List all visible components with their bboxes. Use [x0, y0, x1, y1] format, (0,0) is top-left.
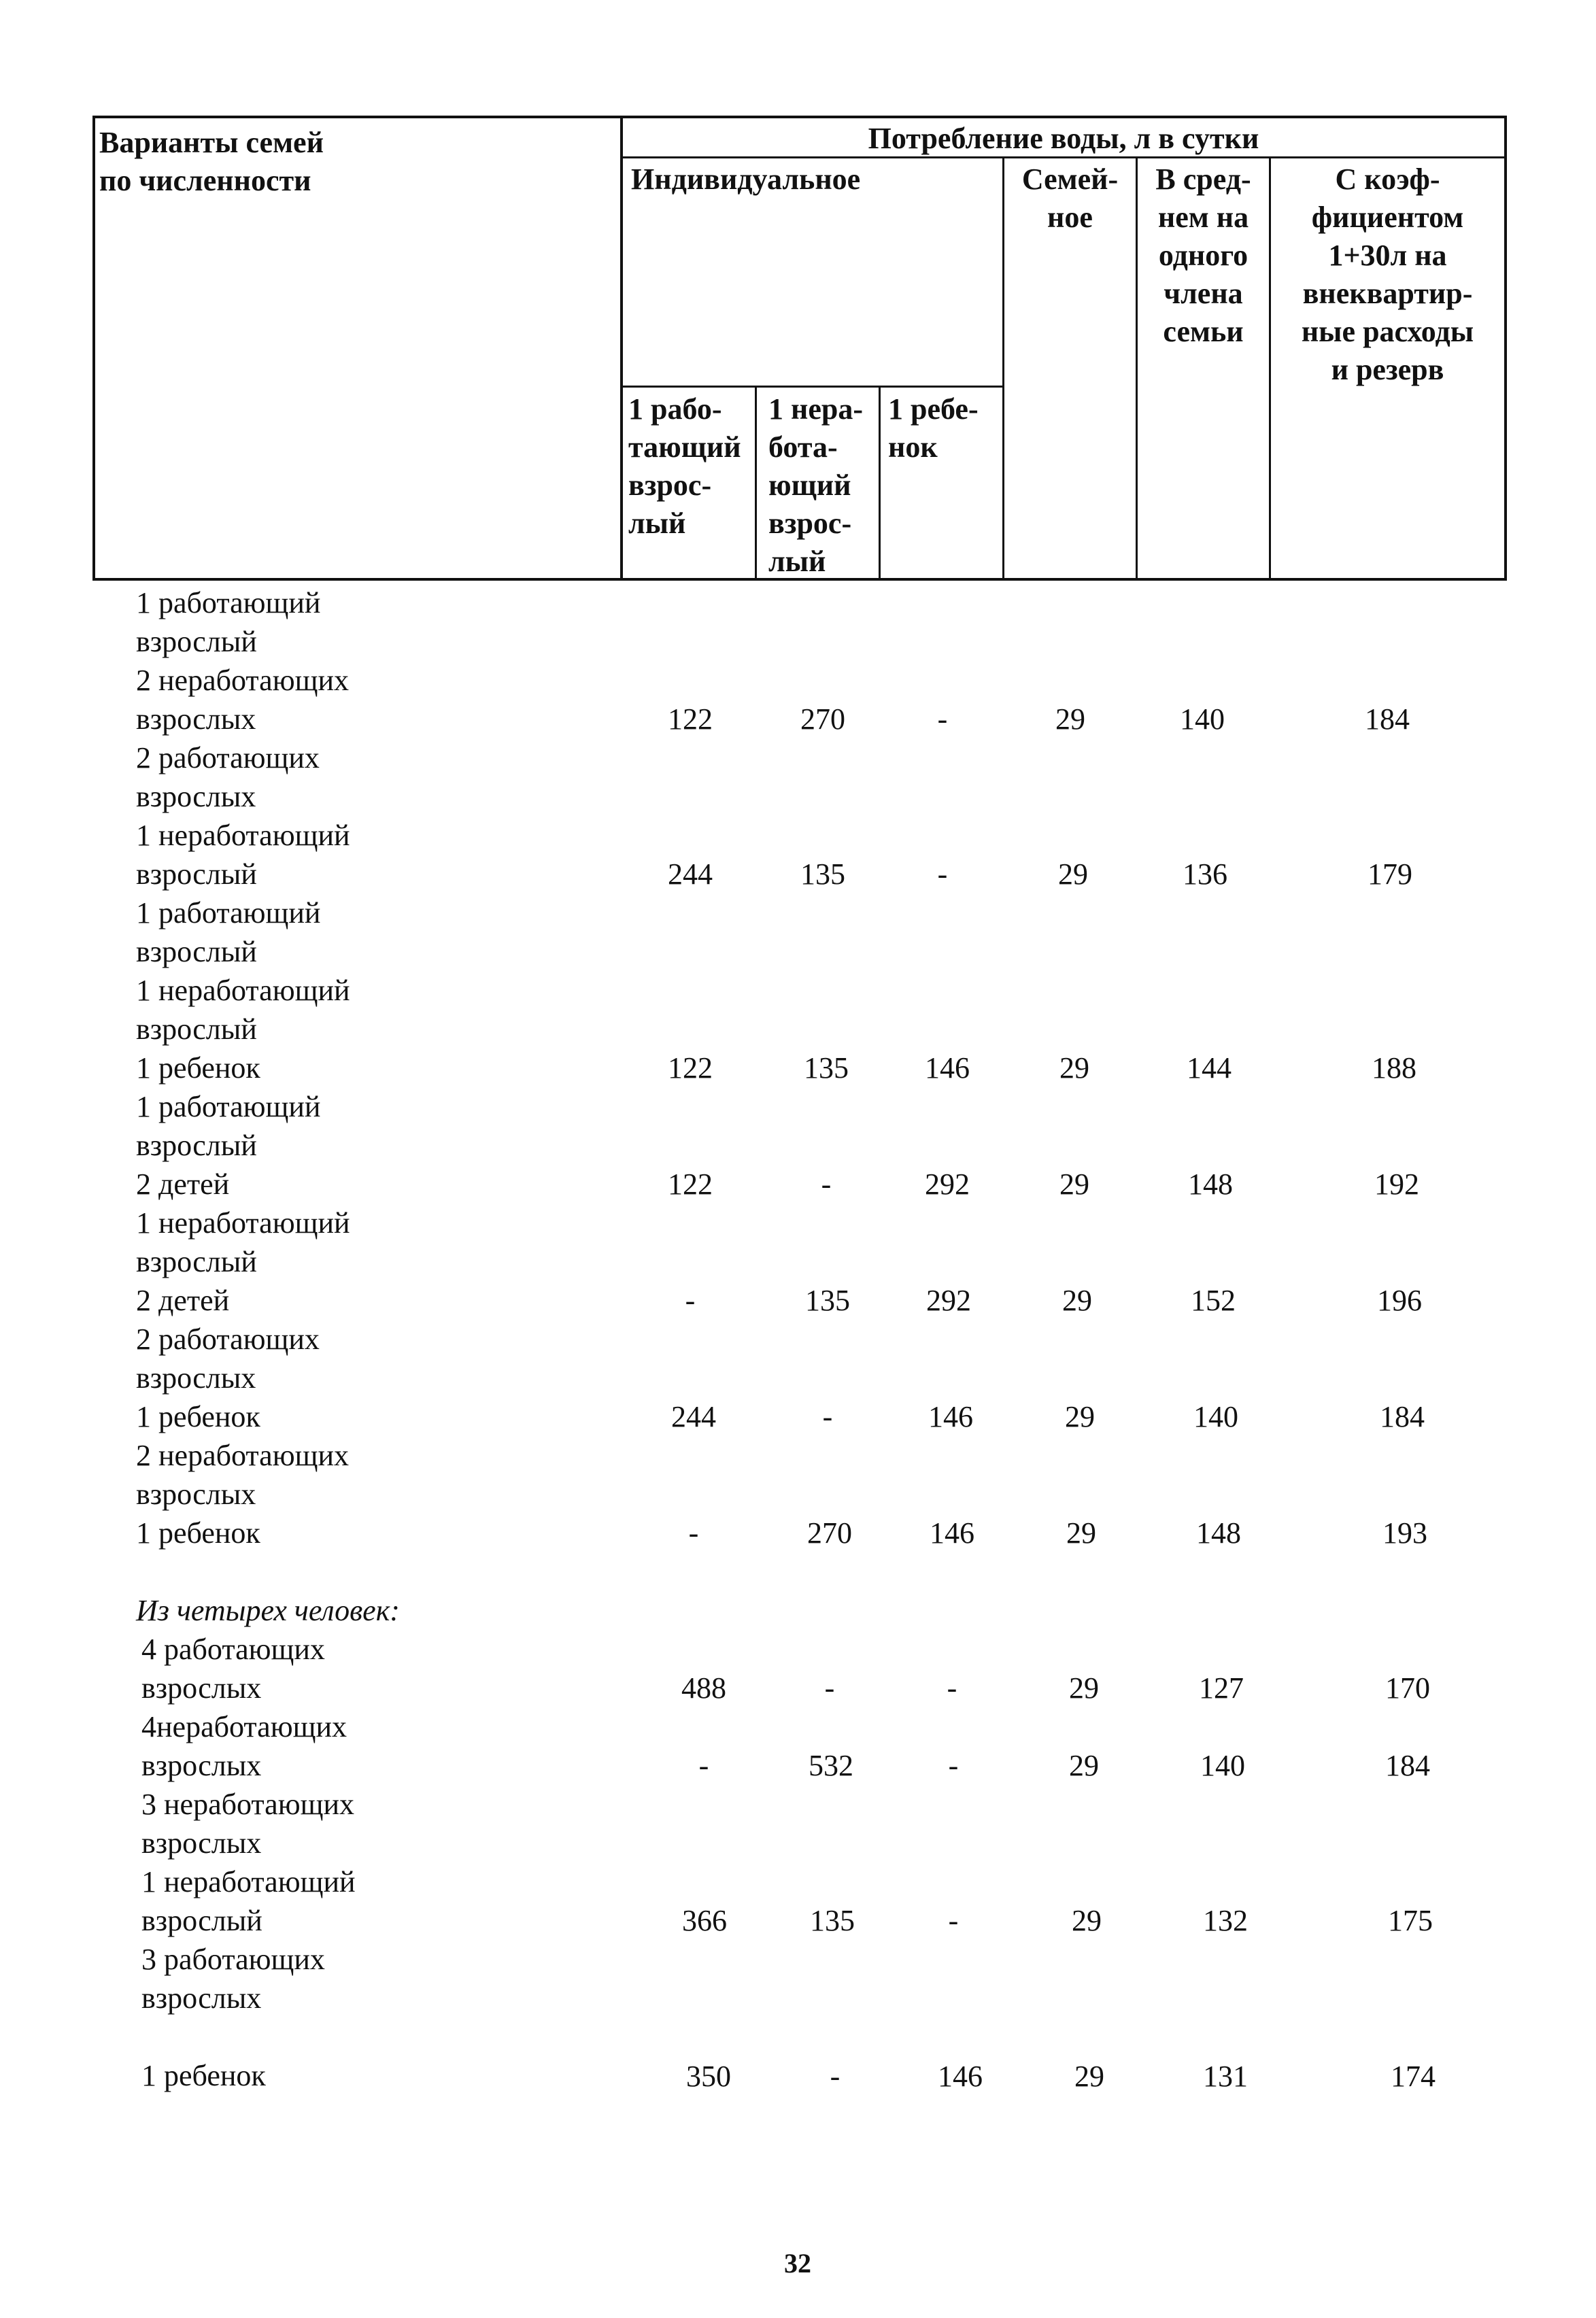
value-with-coef: 179	[1368, 857, 1412, 891]
value-with-coef: 175	[1388, 1904, 1433, 1937]
value-working-adult: 350	[686, 2060, 731, 2093]
value-child: 292	[926, 1284, 971, 1317]
table-border-left	[92, 116, 95, 581]
col-avg-member-heading: В сред- нем на одного члена семьи	[1155, 163, 1251, 348]
value-family: 29	[1066, 1516, 1096, 1550]
divider-sub2	[879, 386, 881, 581]
row-label: 2 работающих взрослых 1 неработающий взрослый	[136, 741, 350, 891]
value-family: 29	[1055, 702, 1085, 736]
value-child: -	[937, 857, 948, 891]
value-child: -	[948, 1749, 959, 1782]
value-child: 146	[925, 1051, 970, 1085]
row-label: 3 неработающих взрослых 1 неработающий взрослый	[141, 1788, 356, 1937]
row-label: 3 работающих взрослых 1 ребенок	[141, 1943, 325, 2092]
col-family-heading: Семей- ное	[1021, 163, 1119, 234]
table-border-right	[1504, 116, 1507, 581]
value-working-adult: 488	[681, 1671, 726, 1705]
value-nonworking-adult: 270	[807, 1516, 852, 1550]
value-working-adult: 244	[671, 1400, 716, 1433]
value-nonworking-adult: 270	[800, 702, 845, 736]
value-avg-member: 132	[1203, 1904, 1248, 1937]
row-label: 2 неработающих взрослых 1 ребенок	[136, 1439, 350, 1550]
value-with-coef: 184	[1365, 702, 1410, 736]
value-with-coef: 192	[1374, 1167, 1419, 1201]
value-family: 29	[1058, 857, 1088, 891]
value-avg-member: 152	[1191, 1284, 1236, 1317]
value-avg-member: 140	[1200, 1749, 1245, 1782]
group-consumption-heading: Потребление воды, л в сутки	[868, 122, 1259, 155]
value-avg-member: 131	[1203, 2060, 1248, 2093]
value-nonworking-adult: -	[830, 2060, 841, 2093]
value-avg-member: 136	[1183, 857, 1227, 891]
row-label: 1 работающий взрослый 2 детей	[136, 1090, 321, 1201]
value-child: -	[948, 1904, 959, 1937]
value-nonworking-adult: 135	[810, 1904, 855, 1937]
divider-variants	[620, 116, 623, 581]
table-header	[0, 0, 1596, 592]
value-working-adult: -	[698, 1749, 709, 1782]
value-avg-member: 127	[1199, 1671, 1244, 1705]
divider-individual-sub	[620, 386, 1004, 388]
value-family: 29	[1062, 1284, 1092, 1317]
col-variants-heading: Варианты семей по численности	[99, 126, 324, 197]
value-working-adult: 244	[668, 857, 713, 891]
value-nonworking-adult: 135	[800, 857, 845, 891]
row-label: 1 работающий взрослый 2 неработающих взрослых	[136, 586, 350, 736]
row-label: 1 неработающий взрослый 2 детей	[136, 1206, 350, 1317]
page-number: 32	[784, 2248, 811, 2279]
value-working-adult: 366	[682, 1904, 727, 1937]
value-nonworking-adult: -	[822, 1400, 833, 1433]
col-with-coef-heading: С коэф- фициентом 1+30л на внеквартир- ные расходы и резерв	[1301, 163, 1474, 386]
value-working-adult: 122	[668, 702, 713, 736]
value-with-coef: 184	[1385, 1749, 1430, 1782]
row-label: 4неработающих взрослых	[141, 1710, 347, 1782]
row-label: 2 работающих взрослых 1 ребенок	[136, 1323, 320, 1433]
value-with-coef: 184	[1380, 1400, 1425, 1433]
value-nonworking-adult: 135	[805, 1284, 850, 1317]
value-avg-member: 144	[1187, 1051, 1232, 1085]
value-child: -	[947, 1671, 957, 1705]
col-working-adult-heading: 1 рабо- тающий взрос- лый	[628, 392, 741, 540]
section-heading-four-people: Из четырех человек:	[136, 1594, 400, 1627]
value-working-adult: 122	[668, 1051, 713, 1085]
value-family: 29	[1059, 1051, 1089, 1085]
value-child: 146	[928, 1400, 973, 1433]
value-family: 29	[1072, 1904, 1102, 1937]
value-nonworking-adult: 135	[804, 1051, 849, 1085]
table-border-top	[92, 116, 1507, 118]
value-working-adult: 122	[668, 1167, 713, 1201]
row-label: 1 работающий взрослый 1 неработающий взрослый 1 ребенок	[136, 896, 350, 1085]
value-family: 29	[1069, 1671, 1099, 1705]
value-child: 146	[938, 2060, 983, 2093]
row-label: 4 работающих взрослых	[141, 1633, 325, 1705]
sub-individual-heading: Индивидуальное	[631, 163, 861, 196]
value-avg-member: 140	[1193, 1400, 1238, 1433]
divider-sub1	[755, 386, 757, 581]
value-nonworking-adult: 532	[809, 1749, 853, 1782]
value-with-coef: 193	[1382, 1516, 1427, 1550]
value-working-adult: -	[688, 1516, 699, 1550]
value-avg-member: 148	[1188, 1167, 1233, 1201]
value-working-adult: -	[685, 1284, 696, 1317]
value-avg-member: 148	[1196, 1516, 1241, 1550]
col-child-heading: 1 ребе- нок	[888, 392, 979, 464]
value-child: 146	[930, 1516, 974, 1550]
value-family: 29	[1065, 1400, 1095, 1433]
value-family: 29	[1069, 1749, 1099, 1782]
value-family: 29	[1059, 1167, 1089, 1201]
value-child: 292	[925, 1167, 970, 1201]
value-nonworking-adult: -	[821, 1167, 832, 1201]
col-nonworking-adult-heading: 1 нера- бота- ющий взрос- лый	[768, 392, 864, 578]
value-nonworking-adult: -	[824, 1671, 835, 1705]
value-with-coef: 188	[1372, 1051, 1416, 1085]
value-with-coef: 196	[1377, 1284, 1422, 1317]
value-with-coef: 174	[1391, 2060, 1436, 2093]
value-avg-member: 140	[1180, 702, 1225, 736]
value-child: -	[937, 702, 948, 736]
value-with-coef: 170	[1385, 1671, 1430, 1705]
value-family: 29	[1074, 2060, 1104, 2093]
